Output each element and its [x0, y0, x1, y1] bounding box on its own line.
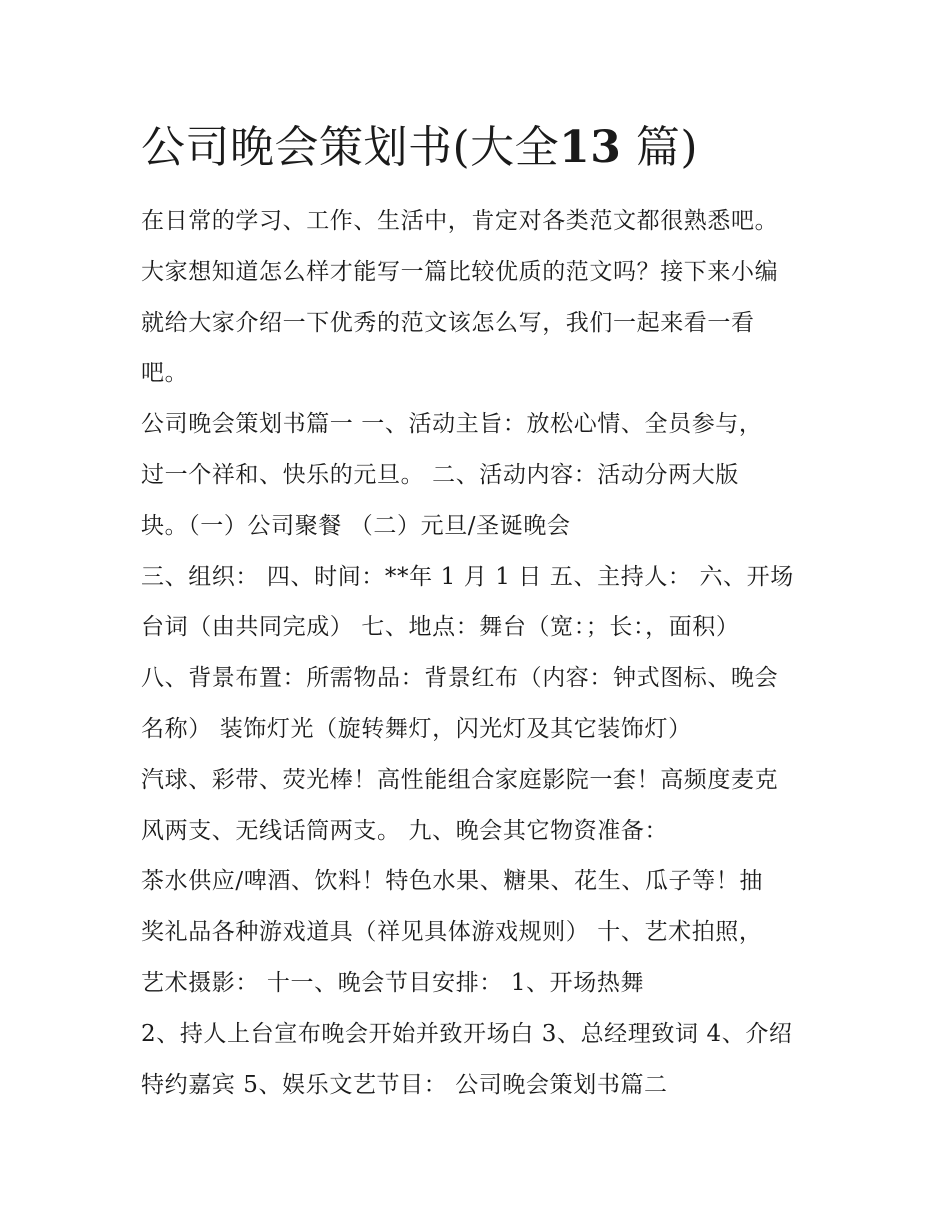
body-line: 2、持人上台宣布晚会开始并致开场白 3、总经理致词 4、介绍: [141, 1020, 793, 1047]
body-line: 大家想知道怎么样才能写一篇比较优质的范文吗？接下来小编: [141, 258, 779, 285]
body-line: 茶水供应/啤酒、饮料！特色水果、糖果、花生、瓜子等！抽: [141, 868, 763, 895]
body-line: 过一个祥和、快乐的元旦。 二、活动内容：活动分两大版: [141, 461, 739, 488]
body-line: 公司晚会策划书篇一 一、活动主旨：放松心情、全员参与，: [141, 411, 763, 438]
document-title: [141, 118, 821, 178]
title-prefix: 公司晚会策划书(大全: [141, 122, 560, 173]
body-line: 就给大家介绍一下优秀的范文该怎么写，我们一起来看一看: [141, 309, 755, 336]
body-line: 艺术摄影： 十一、晚会节目安排： 1、开场热舞: [141, 969, 645, 996]
title-number: 13: [559, 122, 622, 173]
body-line: 特约嘉宾 5、娱乐文艺节目： 公司晚会策划书篇二: [141, 1071, 668, 1098]
document-page: [141, 118, 821, 1110]
body-line: 风两支、无线话筒两支。 九、晚会其它物资准备：: [141, 817, 669, 844]
body-line: 吧。: [141, 360, 189, 387]
title-suffix: 篇): [621, 122, 699, 173]
body-line: 块。（一）公司聚餐 （二）元旦/圣诞晚会: [141, 512, 571, 539]
body-line: 在日常的学习、工作、生活中，肯定对各类范文都很熟悉吧。: [141, 208, 779, 234]
body-line: 汽球、彩带、荧光棒！高性能组合家庭影院一套！高频度麦克: [141, 766, 779, 793]
body-line: 八、背景布置：所需物品：背景红布（内容：钟式图标、晚会: [141, 665, 779, 692]
body-line: 名称） 装饰灯光（旋转舞灯，闪光灯及其它装饰灯）: [141, 715, 692, 742]
body-line: 三、组织： 四、时间：**年 1 月 1 日 五、主持人： 六、开场: [141, 563, 794, 590]
body-line: 奖礼品各种游戏道具（祥见具体游戏规则） 十、艺术拍照，: [141, 919, 763, 946]
document-body: [141, 196, 821, 1110]
body-line: 台词（由共同完成） 七、地点：舞台（宽：；长：，面积）: [141, 614, 740, 641]
